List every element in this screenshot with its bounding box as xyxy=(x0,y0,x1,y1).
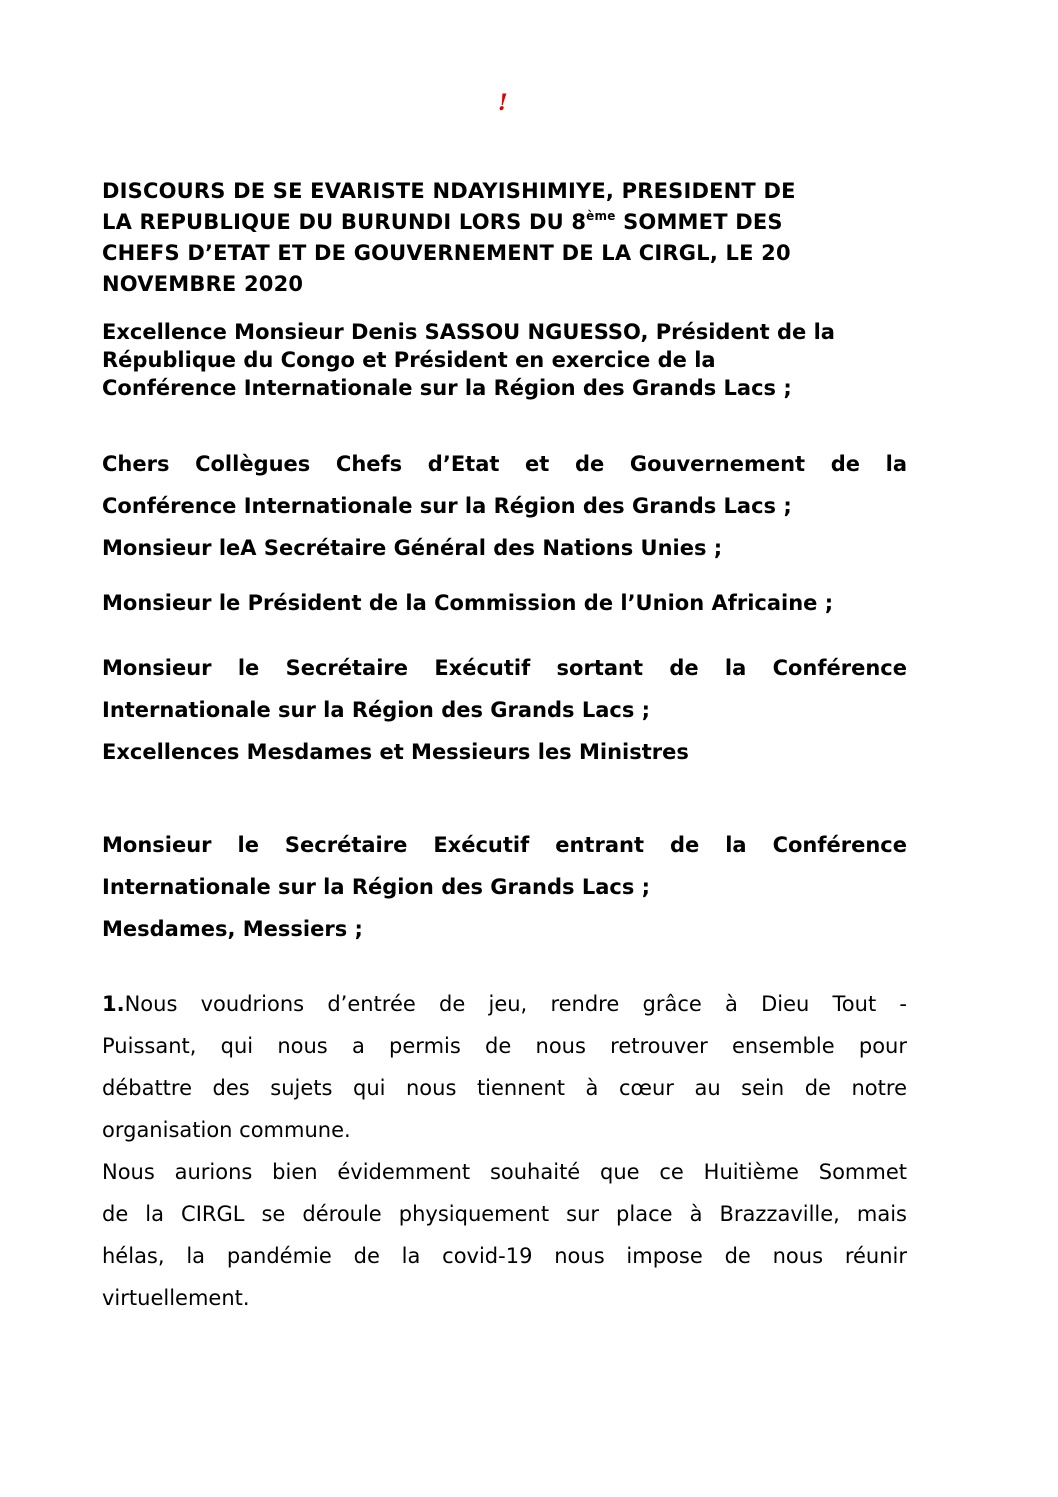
paragraph-line: débattre des sujets qui nous tiennent à cœur au sein de notre xyxy=(102,1076,907,1100)
salutation-line: Monsieur le Président de la Commission de l’Union Africaine ; xyxy=(102,591,834,615)
paragraph-text: Nous voudrions d’entrée de jeu, rendre grâce à Dieu Tout - xyxy=(124,992,907,1016)
salutation-line: Excellences Mesdames et Messieurs les Ministres xyxy=(102,740,689,764)
title-text: LA REPUBLIQUE DU BURUNDI LORS DU 8 xyxy=(102,210,587,234)
salutation-block xyxy=(102,443,907,569)
paragraph-line: virtuellement. xyxy=(102,1286,250,1310)
paragraph-number: 1. xyxy=(102,992,125,1016)
title-line: NOVEMBRE 2020 xyxy=(102,272,304,296)
paragraph-line: organisation commune. xyxy=(102,1118,351,1142)
paragraph-line: Nous aurions bien évidemment souhaité que ce Huitième Sommet xyxy=(102,1160,907,1184)
salutation-line: République du Congo et Président en exercice de la xyxy=(102,348,716,372)
document-title xyxy=(102,176,907,300)
salutation-line: Monsieur le Secrétaire Exécutif sortant de la Conférence xyxy=(102,656,907,680)
paragraph-line: hélas, la pandémie de la covid-19 nous impose de nous réunir xyxy=(102,1244,907,1268)
salutation-block xyxy=(102,824,907,950)
salutation-line: Chers Collègues Chefs d’Etat et de Gouvernement de la xyxy=(102,452,907,476)
speech-body xyxy=(102,983,907,1319)
salutation-block xyxy=(102,318,907,402)
paragraph-line xyxy=(102,983,907,1025)
salutation-line: Monsieur le Secrétaire Exécutif entrant de la Conférence xyxy=(102,833,907,857)
title-line: DISCOURS DE SE EVARISTE NDAYISHIMIYE, PRESIDENT DE xyxy=(102,179,796,203)
salutation-line: Conférence Internationale sur la Région des Grands Lacs ; xyxy=(102,376,792,400)
title-line: CHEFS D’ETAT ET DE GOUVERNEMENT DE LA CIRGL, LE 20 xyxy=(102,241,791,265)
page-mark: ! xyxy=(498,90,508,116)
salutation-line: Mesdames, Messiers ; xyxy=(102,917,363,941)
salutation-block xyxy=(102,589,907,617)
paragraph-line: de la CIRGL se déroule physiquement sur place à Brazzaville, mais xyxy=(102,1202,907,1226)
salutation-block xyxy=(102,647,907,773)
title-text: SOMMET DES xyxy=(615,210,783,234)
title-superscript: ème xyxy=(586,209,616,223)
salutation-line: Internationale sur la Région des Grands Lacs ; xyxy=(102,698,651,722)
salutation-line: Monsieur leA Secrétaire Général des Nations Unies ; xyxy=(102,536,723,560)
paragraph-line: Puissant, qui nous a permis de nous retrouver ensemble pour xyxy=(102,1034,907,1058)
title-line xyxy=(102,207,907,238)
salutation-line: Internationale sur la Région des Grands Lacs ; xyxy=(102,875,651,899)
salutation-line: Excellence Monsieur Denis SASSOU NGUESSO, Président de la xyxy=(102,320,835,344)
salutation-line: Conférence Internationale sur la Région des Grands Lacs ; xyxy=(102,494,792,518)
